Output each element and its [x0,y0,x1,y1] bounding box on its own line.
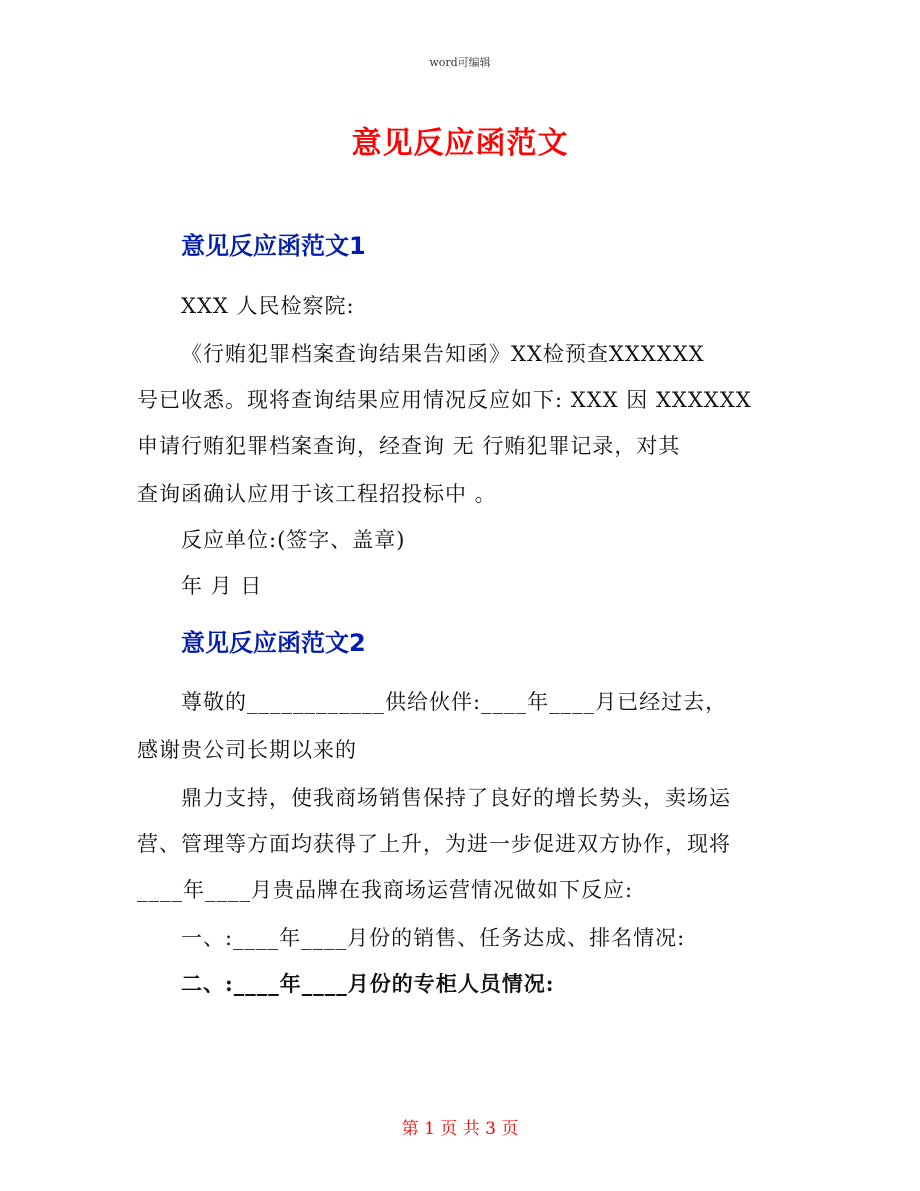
s2-line-3: 营、管理等方面均获得了上升，为进一步促进双方协作，现将 [137,832,731,856]
section1-heading: 意见反应函范文1 [181,232,366,260]
s2-line-0: 尊敬的____________供给伙伴:____年____月已经过去， [181,690,728,714]
s1-line-1: 《行贿犯罪档案查询结果告知函》XX检预查XXXXXX [181,342,705,366]
s2-line-1: 感谢贵公司长期以来的 [137,738,357,762]
page-header: word可编辑 [429,56,491,69]
s1-line-3: 申请行贿犯罪档案查询，经查询 无 行贿犯罪记录，对其 [137,434,681,458]
page-footer: 第 1 页 共 3 页 [401,1119,519,1139]
s1-line-2: 号已收悉。现将查询结果应用情况反应如下: XXX 因 XXXXXX [137,388,752,412]
s2-line-6: 二、:____年____月份的专柜人员情况: [181,971,555,996]
s2-line-5: 一、:____年____月份的销售、任务达成、排名情况: [181,926,686,950]
s1-line-5: 反应单位:(签字、盖章) [181,528,406,552]
s2-line-4: ____年____月贵品牌在我商场运营情况做如下反应: [137,878,634,902]
s1-line-0: XXX 人民检察院: [181,294,355,318]
s2-line-2: 鼎力支持，使我商场销售保持了良好的增长势头，卖场运 [181,786,731,810]
s1-line-6: 年 月 日 [181,574,263,598]
s1-line-4: 查询函确认应用于该工程招投标中 。 [137,482,497,506]
document-title: 意见反应函范文 [351,126,569,161]
section2-heading: 意见反应函范文2 [181,629,366,657]
